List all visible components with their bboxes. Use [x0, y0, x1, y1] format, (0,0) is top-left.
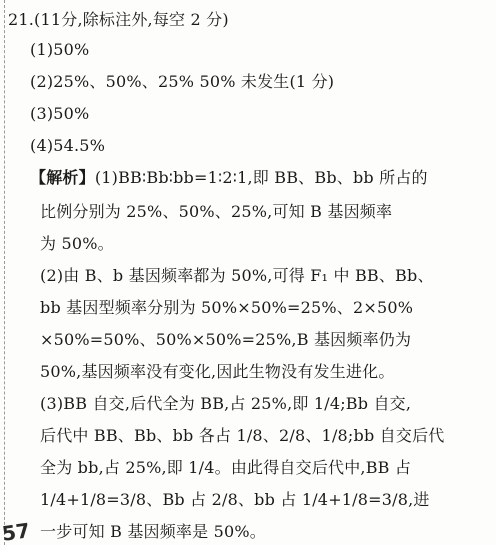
answer-2: (2)25%、50%、25% 50% 未发生(1 分)	[30, 72, 335, 91]
analysis-line-8: (3)BB 自交,后代全为 BB,占 25%,即 1/4;Bb 自交,	[40, 394, 412, 413]
page-number-mark: 57	[0, 518, 32, 546]
analysis-line-12: 一步可知 B 基因频率是 50%。	[40, 522, 266, 541]
analysis-label: 【解析】	[30, 168, 95, 187]
analysis-line-1	[30, 168, 428, 188]
answer-3: (3)50%	[30, 104, 90, 123]
analysis-line-2: 比例分别为 25%、50%、25%,可知 B 基因频率	[40, 202, 393, 221]
analysis-line-7: 50%,基因频率没有变化,因此生物没有发生进化。	[40, 362, 395, 381]
answer-4: (4)54.5%	[30, 136, 106, 155]
question-header: 21.(11分,除标注外,每空 2 分)	[8, 10, 229, 29]
analysis-line-6: ×50%=50%、50%×50%=25%,B 基因频率仍为	[40, 330, 412, 349]
answer-1: (1)50%	[30, 40, 90, 59]
analysis-line-4: (2)由 B、b 基因频率都为 50%,可得 F₁ 中 BB、Bb、	[40, 266, 434, 285]
analysis-line-9: 后代中 BB、Bb、bb 各占 1/8、2/8、1/8;bb 自交后代	[40, 426, 445, 445]
analysis-line-3: 为 50%。	[40, 234, 114, 253]
left-margin-rule	[4, 0, 5, 545]
analysis-line-11: 1/4+1/8=3/8、Bb 占 2/8、bb 占 1/4+1/8=3/8,进	[40, 490, 430, 509]
analysis-line-10: 全为 bb,占 25%,即 1/4。由此得自交后代中,BB 占	[40, 458, 412, 477]
analysis-line-5: bb 基因型频率分别为 50%×50%=25%、2×50%	[40, 298, 414, 317]
analysis-line-1-text: (1)BB∶Bb∶bb=1∶2∶1,即 BB、Bb、bb 所占的	[94, 168, 428, 187]
